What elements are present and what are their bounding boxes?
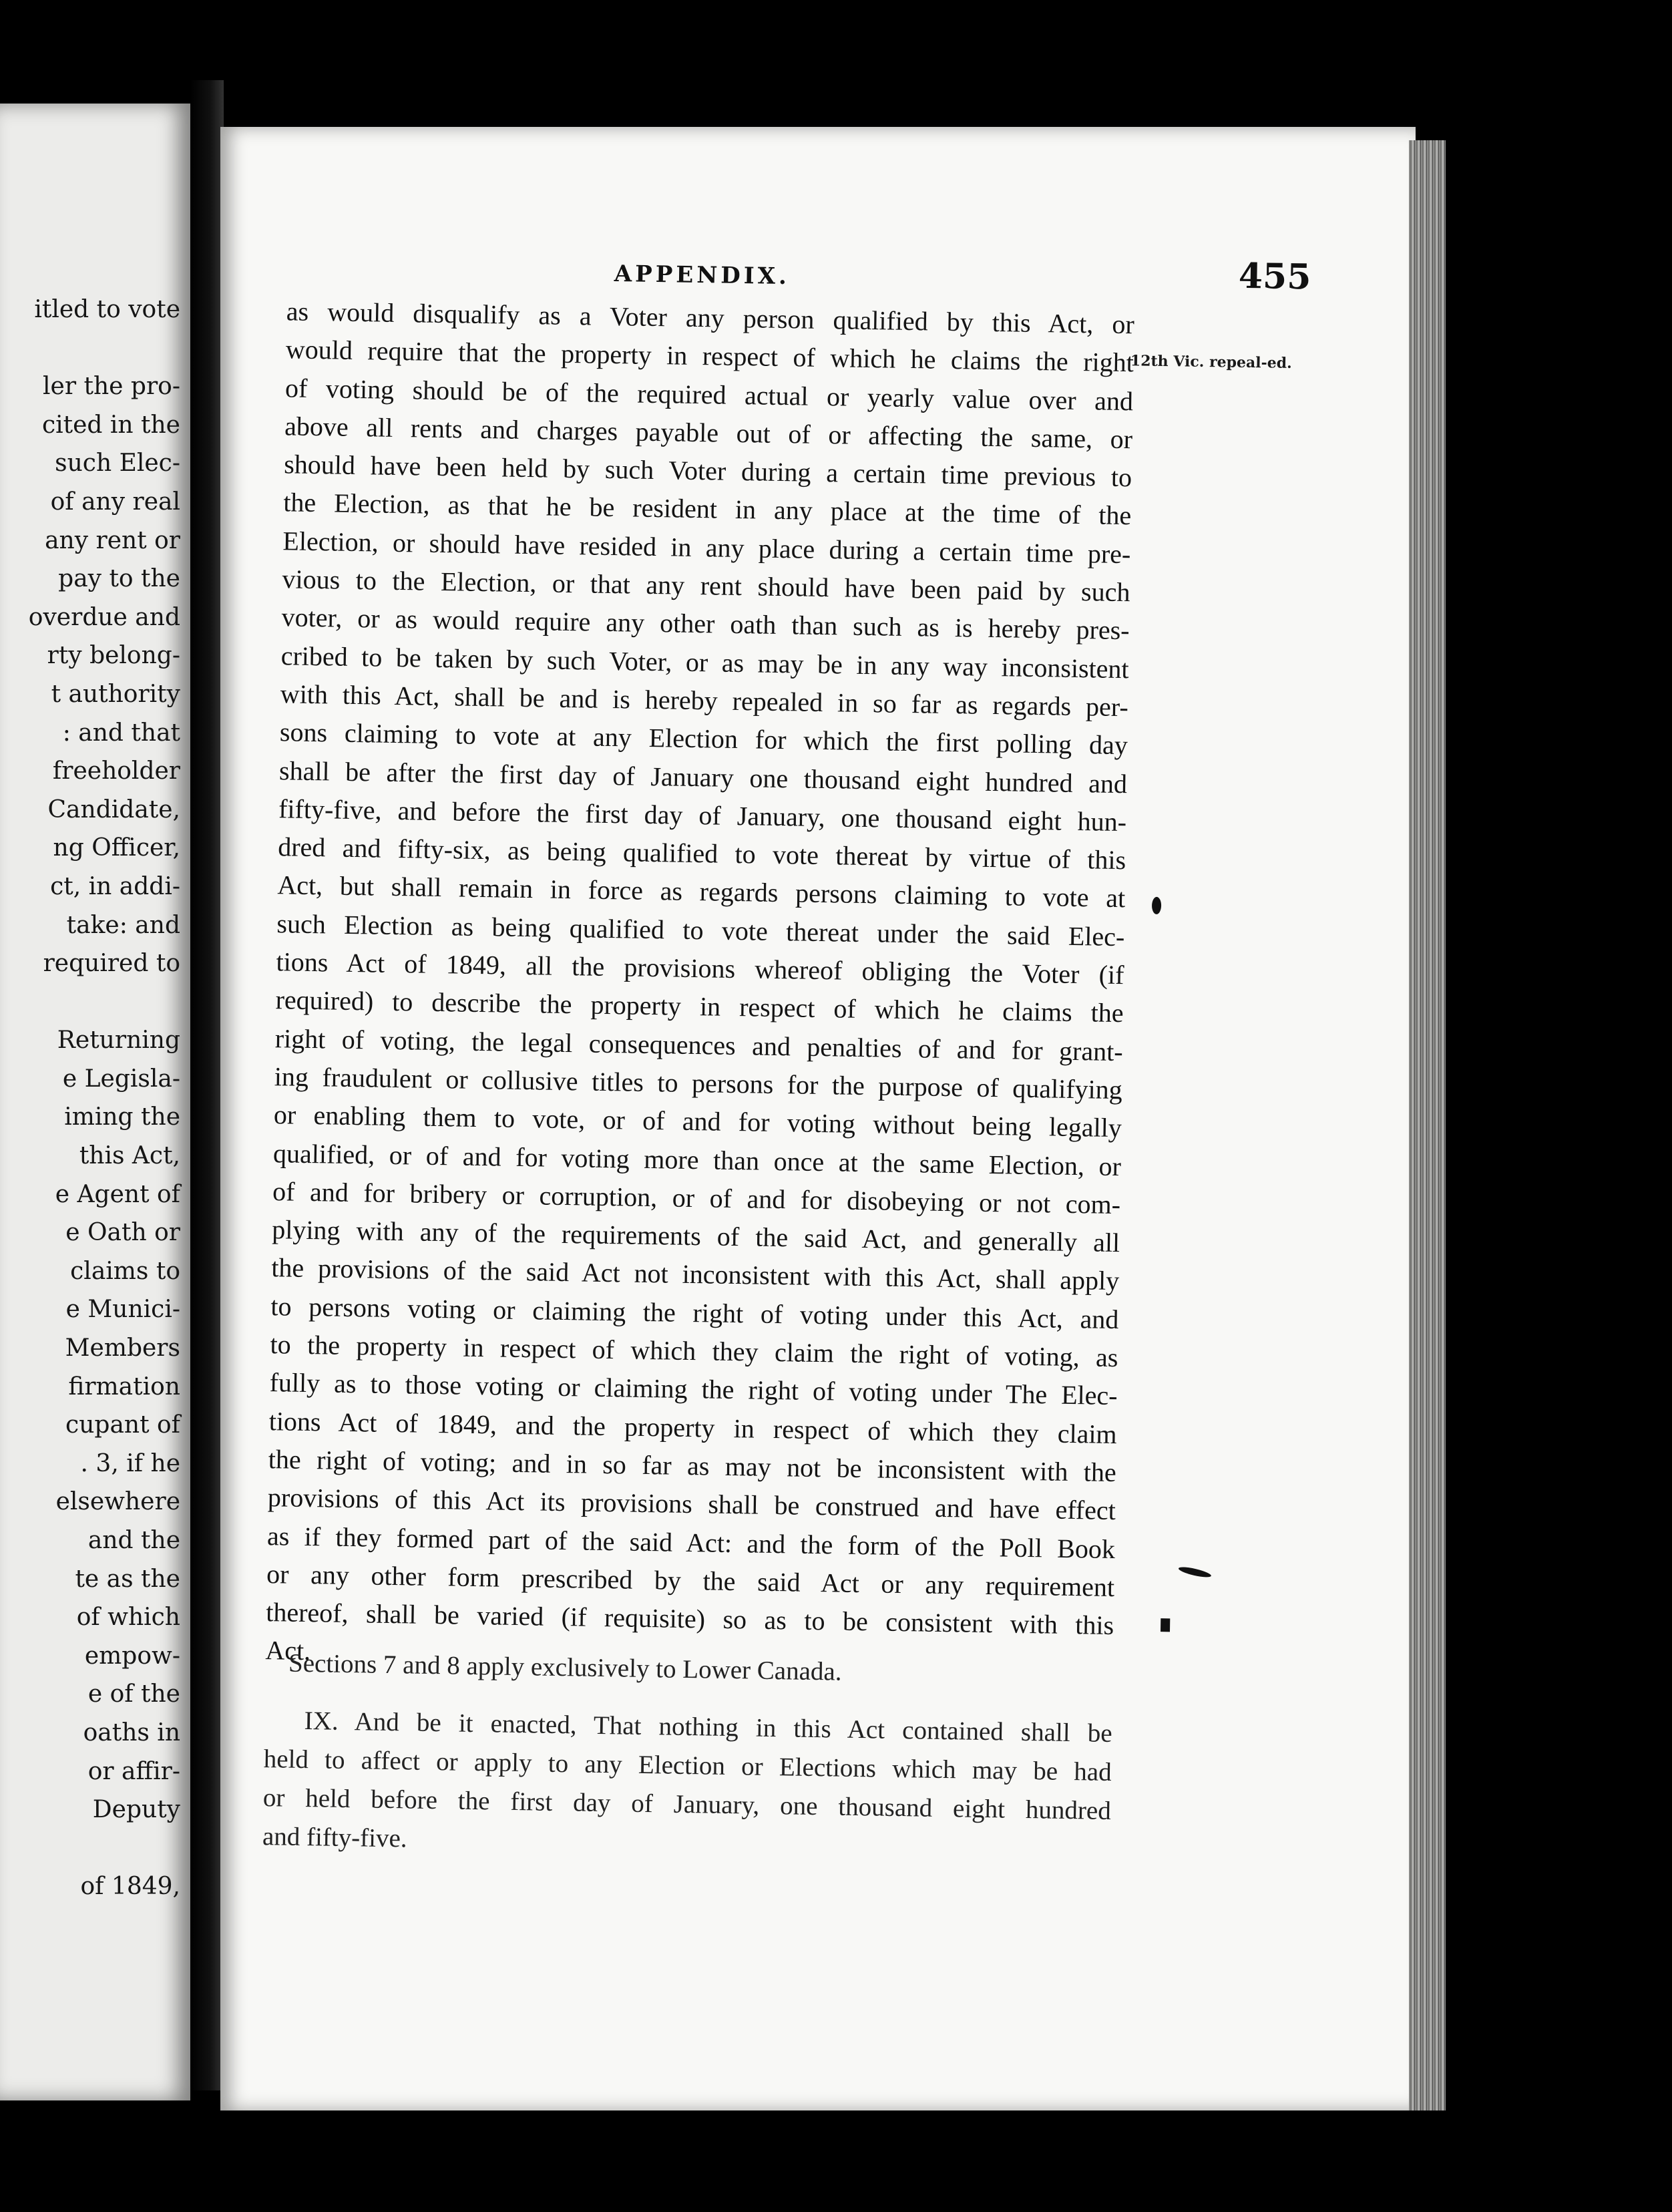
body-text-line: of voting should be of the required actual or yearly value over and [284, 372, 1134, 416]
body-text-line: vious to the Election, or that any rent should have been paid by such [282, 564, 1130, 608]
page-edges [1409, 140, 1446, 2110]
left-page-line: iming the [64, 1103, 180, 1131]
section-ix-line: IX. And be it enacted, That nothing in this Act contained shall be [304, 1706, 1112, 1748]
left-page-line: e Munici- [65, 1296, 180, 1324]
left-page-line: cupant of [65, 1411, 180, 1439]
left-page-line: or affir- [87, 1757, 180, 1785]
left-page-line: any rent or [45, 526, 180, 554]
body-text-line: sons claiming to vote at any Election for which the first polling day [279, 717, 1128, 761]
left-page-line: rty belong- [47, 642, 180, 670]
body-text-line: qualified, or of and for voting more than once at the same Election, or [272, 1137, 1122, 1181]
body-text-line: fully as to those voting or claiming the right of voting under The Elec- [269, 1367, 1118, 1411]
left-page-line: Candidate, [47, 795, 180, 823]
body-text-line: cribed to be taken by such Voter, or as may be in any way inconsistent [280, 640, 1129, 684]
section-ix-line: or held before the first day of January, one thousand eight hundred [262, 1783, 1112, 1826]
running-head [234, 254, 1416, 298]
left-page-line: such Elec- [55, 449, 180, 478]
left-page-line: itled to vote [34, 296, 180, 323]
body-text-line: the provisions of the said Act not inconsistent with this Act, shall apply [271, 1252, 1120, 1296]
left-page-line: oaths in [83, 1718, 180, 1746]
left-page-line [0, 329, 180, 368]
body-text-line: the Election, as that he be resident in any place at the time of the [283, 487, 1132, 531]
body-text-line: fifty-five, and before the first day of January, one thousand eight hun- [278, 793, 1127, 838]
body-text-line: as would disqualify as a Voter any person qualified by this Act, or [286, 296, 1135, 340]
body-text-line: Election, or should have resided in any place during a certain time pre- [282, 526, 1131, 570]
running-title: APPENDIX. [614, 260, 791, 291]
body-text-line: should have been held by such Voter during a certain time previous to [283, 449, 1132, 493]
left-page-line: : and that [62, 719, 180, 747]
body-text-line: as if they formed part of the said Act: and the form of the Poll Book [266, 1520, 1116, 1564]
body-text-line: or any other form prescribed by the said Act or any requirement [266, 1558, 1115, 1602]
page-body [220, 127, 1416, 2110]
body-text-line: tions Act of 1849, and the property in respect of which they claim [268, 1405, 1117, 1449]
body-text-line: to the property in respect of which they claim the right of voting, as [270, 1329, 1118, 1373]
body-text-line: would require that the property in respect of which he claims the right [285, 334, 1134, 378]
left-page-line: t authority [51, 680, 180, 708]
body-text-line: dred and fifty-six, as being qualified to vote thereat by virtue of this [277, 832, 1126, 876]
left-page-line: cited in the [41, 411, 180, 439]
book-gutter [190, 80, 224, 2090]
right-page [220, 127, 1416, 2110]
left-page-line: Returning [57, 1027, 180, 1055]
left-page-line: e Oath or [65, 1219, 180, 1247]
ink-mark [1178, 1565, 1212, 1579]
left-page-line: pay to the [58, 565, 180, 593]
body-text-line: shall be after the first day of January one thousand eight hundred and [278, 755, 1128, 799]
left-page-line [0, 1829, 180, 1868]
body-text [265, 292, 1134, 1682]
body-text-line: Act. [265, 1635, 311, 1666]
left-page-line: te as the [75, 1565, 180, 1593]
ink-mark [1152, 897, 1161, 914]
left-page-line: and the [87, 1527, 180, 1554]
body-text-line: tions Act of 1849, all the provisions whereof obliging the Voter (if [276, 946, 1124, 990]
left-page-line: of any real [50, 488, 180, 516]
body-text-line: to persons voting or claiming the right of voting under this Act, and [270, 1290, 1119, 1334]
sections-note: Sections 7 and 8 apply exclusively to Lower Canada. [288, 1648, 842, 1686]
left-page-text [0, 291, 180, 1906]
left-page-line: take: and [66, 911, 180, 939]
body-text-line: provisions of this Act its provisions shall be construed and have effect [267, 1482, 1116, 1526]
left-page-line: this Act, [79, 1142, 180, 1170]
margin-note: 12th Vic. repeal-ed. [1130, 352, 1292, 373]
body-text-line: plying with any of the requirements of the said Act, and generally all [271, 1214, 1120, 1258]
left-page-line [0, 983, 180, 1022]
left-page-line: of which [76, 1604, 180, 1632]
left-page-line: overdue and [28, 603, 180, 631]
body-text-line: required) to describe the property in respect of which he claims the [275, 984, 1124, 1029]
left-page-line: freeholder [52, 757, 180, 785]
body-text-line: such Election as being qualified to vote thereat under the said Elec- [276, 908, 1125, 952]
left-page-line: e of the [87, 1680, 180, 1708]
body-text-line: Act, but shall remain in force as regards persons claiming to vote at [277, 870, 1126, 914]
left-page-line: claims to [70, 1257, 180, 1285]
body-text-line: of and for bribery or corruption, or of and for disobeying or not com- [272, 1176, 1121, 1220]
left-page-line: Deputy [92, 1796, 180, 1824]
section-ix-line: held to affect or apply to any Election or Elections which may be had [263, 1744, 1112, 1787]
left-page-line: Members [65, 1334, 180, 1362]
body-text-line: the right of voting; and in so far as may not be inconsistent with the [268, 1444, 1117, 1487]
left-page-line: ct, in addi- [50, 872, 180, 900]
body-text-line: ing fraudulent or collusive titles to persons for the purpose of qualifying [274, 1061, 1123, 1105]
ink-mark [1161, 1618, 1170, 1632]
left-page-line: elsewhere [55, 1488, 180, 1516]
page-number: 455 [1238, 255, 1311, 298]
body-text-line: voter, or as would require any other oath than such as is hereby pres- [281, 602, 1130, 646]
body-text-line: thereof, shall be varied (if requisite) so as to be consistent with this [265, 1597, 1114, 1641]
left-page-line: ler the pro- [43, 373, 180, 401]
section-ix-line: and fifty-five. [262, 1822, 407, 1853]
left-page-line: e Agent of [55, 1180, 180, 1208]
body-text-line: or enabling them to vote, or of and for voting without being legally [273, 1099, 1122, 1143]
section-ix [262, 1701, 1112, 1869]
body-text-line: with this Act, shall be and is hereby repealed in so far as regards per- [280, 679, 1129, 723]
body-text-line: right of voting, the legal consequences and penalties of and for grant- [274, 1023, 1123, 1067]
left-facing-page [0, 104, 190, 2100]
left-page-line: . 3, if he [80, 1449, 180, 1477]
left-page-line: e Legisla- [62, 1065, 180, 1093]
body-text-line: above all rents and charges payable out of or affecting the same, or [284, 411, 1133, 455]
left-page-line: required to [43, 950, 180, 978]
left-page-line: empow- [84, 1642, 180, 1670]
left-page-line: of 1849, [80, 1873, 180, 1901]
left-page-line: firmation [68, 1372, 180, 1401]
left-page-line: ng Officer, [53, 834, 180, 862]
